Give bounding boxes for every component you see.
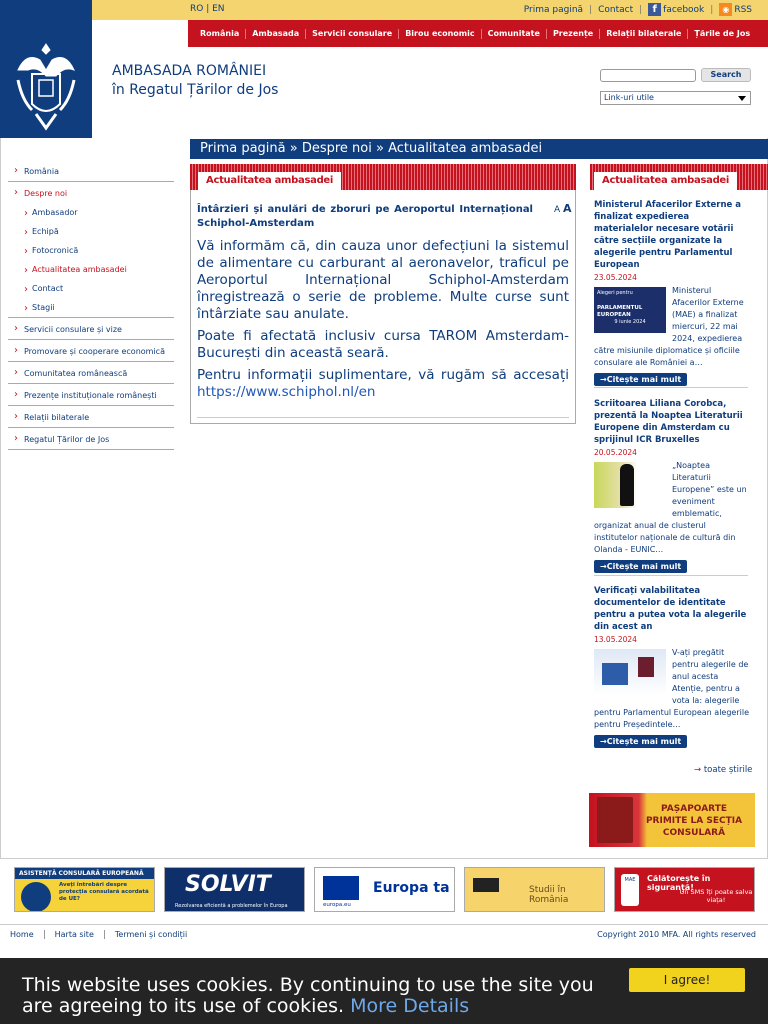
news-thumbnail[interactable] (594, 649, 666, 695)
article-title: Întârzieri și anulări de zboruri pe Aeroportul Internațional Schiphol-Amsterdam (197, 204, 533, 229)
separator: | (589, 4, 593, 15)
banner-title: Studii în România (529, 885, 569, 905)
right-section-tab: Actualitatea ambasadei (594, 172, 737, 190)
sidebar-item[interactable]: › Echipă (8, 222, 174, 241)
footer-sitemap-link[interactable]: Harta site (45, 930, 105, 939)
banner-consular-assistance[interactable] (14, 867, 155, 912)
news-excerpt: V-ați pregătit pentru alegerile de anul acesta Atenție, pentru a vota la: alegerile pentru Parlamentul European alegerile pentru Președintele… (594, 648, 749, 729)
banner-subtitle: europa.eu (323, 902, 351, 908)
separator: | (639, 4, 643, 15)
read-more-label: Citește mai mult (606, 562, 682, 571)
lang-en-link[interactable]: EN (212, 4, 225, 14)
news-thumbnail[interactable] (594, 287, 666, 333)
nav-birou-economic[interactable]: Birou economic (399, 29, 481, 39)
eu-stars-icon (21, 882, 51, 912)
banner-subtitle: Un SMS îți poate salva viața! (679, 888, 753, 904)
passport-icon (597, 797, 633, 843)
all-news-label: toate știrile (703, 765, 753, 775)
crest-panel (0, 0, 92, 138)
news-title-link[interactable]: Scriitoarea Liliana Corobca, prezentă la Noaptea Literaturii Europene din Amsterdam cu sprijinul ICR Bruxelles (594, 399, 743, 445)
copyright: Copyright 2010 MFA. All rights reserved (597, 930, 756, 939)
news-body (594, 647, 750, 731)
facebook-link[interactable] (648, 3, 704, 16)
article-body (197, 238, 569, 406)
facebook-label: facebook (663, 5, 705, 15)
sidebar-item[interactable]: › Fotocronică (8, 241, 174, 260)
read-more-label: Citește mai mult (606, 375, 682, 384)
sidebar-item[interactable]: › Promovare și cooperare economică (8, 340, 174, 362)
home-link[interactable]: Prima pagină (523, 4, 584, 15)
nav-comunitate[interactable]: Comunitate (482, 29, 547, 39)
font-small-button[interactable]: A (554, 205, 561, 215)
embassy-name-line1: AMBASADA ROMÂNIEI (112, 63, 267, 79)
main-nav (188, 20, 768, 47)
article-text: Pentru informații suplimentare, vă rugăm să accesați (197, 367, 569, 383)
divider (594, 575, 748, 576)
sidebar-item[interactable]: › Actualitatea ambasadei (8, 260, 174, 279)
sidebar-item[interactable]: › Stagii (8, 298, 174, 318)
banner-title: SOLVIT (185, 872, 271, 897)
cookie-text (22, 975, 612, 1017)
news-item (594, 199, 750, 386)
news-date: 23.05.2024 (594, 273, 637, 282)
thumb-text: PARLAMENTUL EUROPEAN (597, 305, 643, 318)
banner-solvit[interactable] (164, 867, 305, 912)
cookie-more-details-link[interactable]: More Details (350, 995, 470, 1017)
banner-subtitle: Aveți întrebări despre protecția consulară acordată de UE? (59, 882, 149, 902)
sidebar-item[interactable]: › Regatul Țărilor de Jos (8, 428, 174, 450)
nav-servicii-consulare[interactable]: Servicii consulare (306, 29, 399, 39)
useful-links-select[interactable] (600, 91, 751, 105)
chevron-down-icon (738, 96, 746, 101)
main-section-tab: Actualitatea ambasadei (198, 172, 341, 190)
cookie-agree-button[interactable]: I agree! (629, 968, 745, 992)
nav-prezente[interactable]: Prezențe (547, 29, 600, 39)
news-thumbnail[interactable] (594, 462, 666, 508)
sidebar-item[interactable]: › Servicii consulare și vize (8, 318, 174, 340)
sidebar-item[interactable]: › Ambasador (8, 203, 174, 222)
news-body (594, 460, 750, 556)
ballot-box-icon (602, 663, 628, 685)
banner-travel-safe[interactable] (614, 867, 755, 912)
banner-title: Călătorește în siguranță! (647, 874, 711, 892)
passport-banner[interactable] (589, 793, 755, 847)
font-size-control[interactable] (554, 202, 572, 215)
sidebar-nav (8, 160, 174, 450)
rss-link[interactable] (719, 3, 752, 16)
useful-links-label: Link-uri utile (604, 93, 654, 102)
rss-icon: ◉ (719, 3, 732, 16)
facebook-icon: f (648, 3, 661, 16)
news-excerpt: „Noaptea Literaturii Europene” este un eveniment emblematic, organizat anual de clusterul institutelor naționale de cultură din Olanda - EUNIC… (594, 461, 747, 554)
footer (0, 924, 768, 944)
sidebar-item[interactable]: › Despre noi (8, 182, 174, 203)
contact-link[interactable]: Contact (598, 4, 634, 15)
banner-europa-ta[interactable] (314, 867, 455, 912)
news-title-link[interactable]: Verificați valabilitatea documentelor de identitate pentru a putea vota la alegerile din acest an (594, 586, 747, 632)
article-paragraph: Poate fi afectată inclusiv cursa TAROM Amsterdam-București din această seară. (197, 328, 569, 361)
font-large-button[interactable]: A (563, 202, 572, 215)
person-silhouette (620, 464, 634, 506)
news-date: 20.05.2024 (594, 448, 637, 457)
read-more-button[interactable]: →Citește mai mult (594, 735, 687, 748)
banner-title: ASISTENȚĂ CONSULARĂ EUROPEANĂ (15, 868, 154, 879)
sidebar-item[interactable]: › Contact (8, 279, 174, 298)
news-item (594, 585, 750, 748)
language-switch: RO | EN (190, 4, 225, 14)
news-body (594, 285, 750, 369)
news-title-link[interactable]: Ministerul Afacerilor Externe a finalizat expedierea materialelor necesare votării către secțiile organizate la alegerile pentru Parlamentul European (594, 200, 741, 270)
divider (594, 387, 748, 388)
eu-flag-icon (323, 876, 359, 900)
graduation-cap-icon (473, 878, 499, 892)
read-more-button[interactable]: →Citește mai mult (594, 373, 687, 386)
nav-relatii-bilaterale[interactable]: Relații bilaterale (600, 29, 688, 39)
embassy-name[interactable] (112, 62, 278, 100)
all-news-link[interactable] (694, 765, 752, 775)
article-paragraph (197, 367, 569, 401)
news-item (594, 398, 750, 573)
search-button[interactable]: Search (701, 68, 751, 82)
thumb-text: 9 iunie 2024 (614, 319, 646, 325)
news-date: 13.05.2024 (594, 635, 637, 644)
top-links (524, 3, 752, 16)
nav-tarile-de-jos[interactable]: Țările de Jos (694, 28, 751, 38)
search-input[interactable] (600, 69, 696, 82)
nav-romania[interactable]: România (194, 29, 246, 39)
footer-terms-link[interactable]: Termeni și condiții (114, 930, 188, 939)
banner-subtitle: Rezolvarea eficientă a problemelor în Europa (175, 903, 288, 909)
sidebar-item[interactable]: › Comunitatea românească (8, 362, 174, 384)
read-more-label: Citește mai mult (606, 737, 682, 746)
schiphol-link[interactable]: https://www.schiphol.nl/en (197, 384, 376, 400)
article-paragraph: Vă informăm că, din cauza unor defecțiuni la sistemul de alimentare cu carburant al aeronavelor, traficul pe Aeroportul Internațional Schiphol-Amsterdam înregistrează o serie de probleme. Multe curse sunt întârziate sau anulate. (197, 238, 569, 322)
separator: | (710, 4, 714, 15)
nav-ambasada[interactable]: Ambasada (246, 29, 306, 39)
lang-ro-link[interactable]: RO (190, 4, 204, 14)
embassy-name-line2: în Regatul Țărilor de Jos (112, 82, 279, 98)
sidebar-item[interactable]: › Prezențe instituționale românești (8, 384, 174, 406)
passport-icon (638, 657, 654, 677)
footer-home-link[interactable]: Home (0, 930, 45, 939)
banner-study-romania[interactable] (464, 867, 605, 912)
read-more-button[interactable]: →Citește mai mult (594, 560, 687, 573)
divider (197, 417, 569, 418)
sidebar-item[interactable]: › România (8, 160, 174, 182)
banner-row (0, 858, 768, 920)
cookie-message: This website uses cookies. By continuing to use the site you are agreeing to its use of cookies. (22, 974, 594, 1017)
passport-banner-text: PAȘAPOARTE PRIMITE LA SECȚIA CONSULARĂ (645, 804, 743, 838)
breadcrumb: Prima pagină » Despre noi » Actualitatea ambasadei (190, 139, 768, 159)
coat-of-arms-icon (12, 40, 80, 132)
rss-label: RSS (734, 5, 752, 15)
banner-title: Europa ta (373, 880, 450, 896)
phone-icon: MAE (621, 874, 639, 906)
sidebar-item[interactable]: › Relații bilaterale (8, 406, 174, 428)
arrow-icon: → (694, 765, 702, 775)
news-excerpt: Ministerul Afacerilor Externe (MAE) a finalizat miercuri, 22 mai 2024, expedierea către misiunile diplomatice și oficiile consulare ale României a… (594, 286, 744, 367)
thumb-text: Alegeri pentru (597, 290, 633, 296)
